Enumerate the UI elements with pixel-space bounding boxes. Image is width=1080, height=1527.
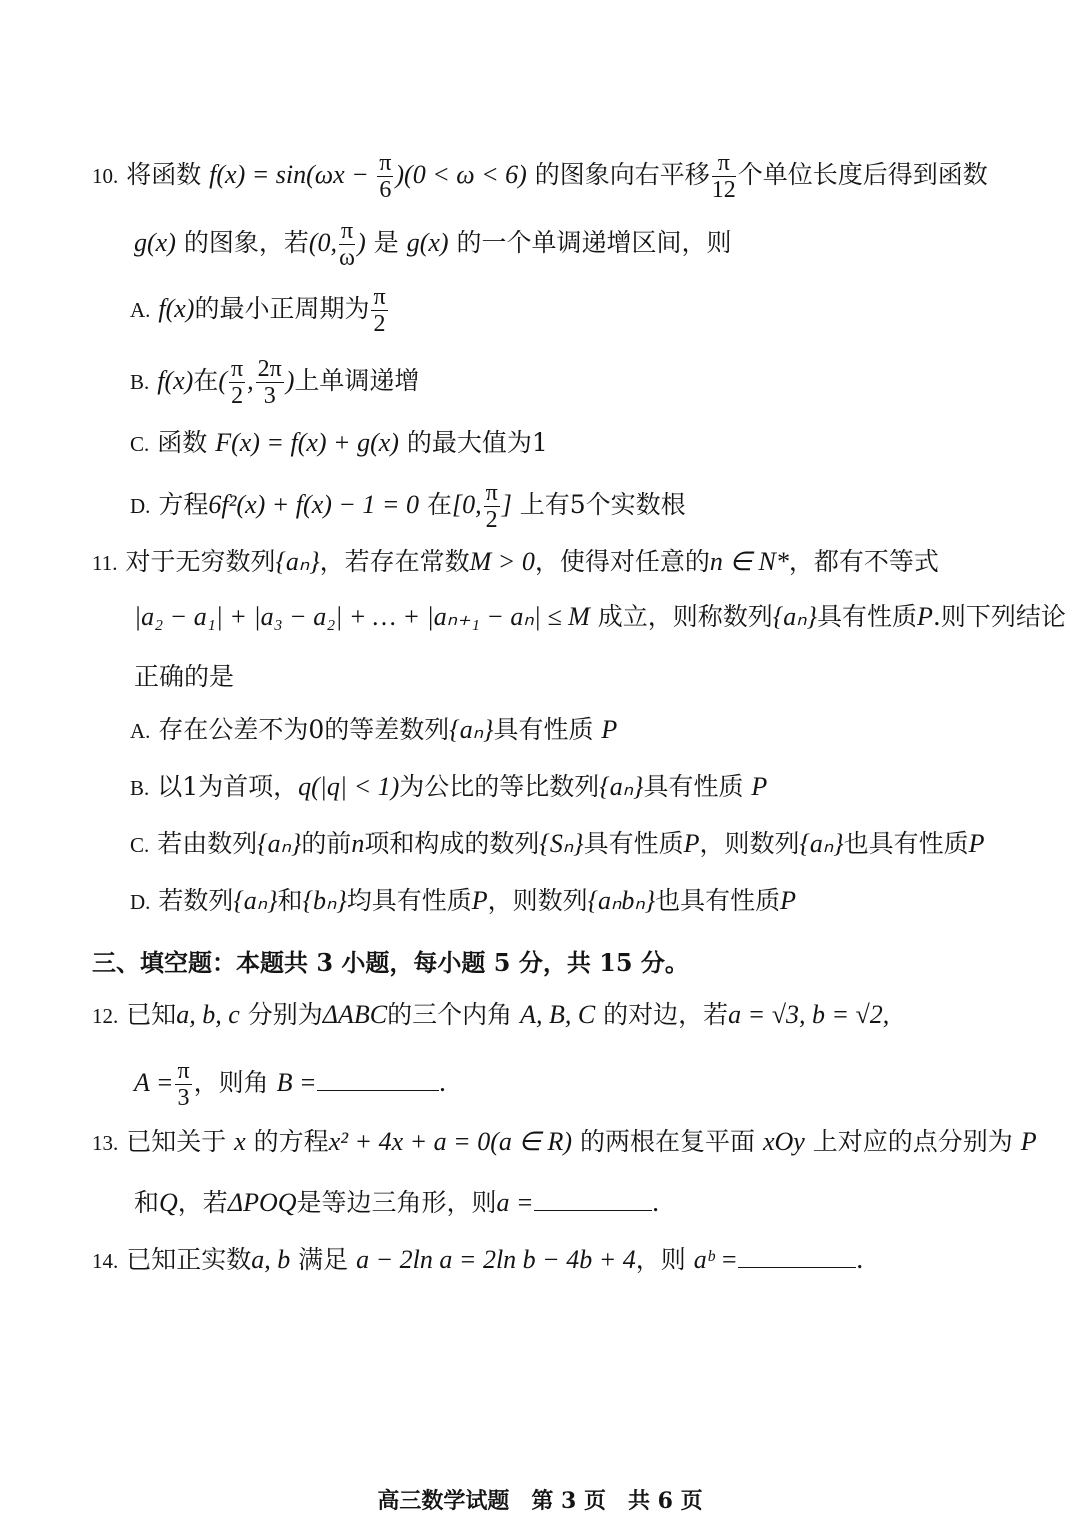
option-text-3: 上有5个实数根 [519,490,686,519]
q14-answer-label: aᵇ = [693,1245,738,1274]
section-3-heading: 三、填空题：本题共 3 小题，每小题 5 分，共 15 分。 [92,948,689,977]
answer-blank[interactable] [317,1066,439,1091]
option-frac-2: $\frac{2\pi}{3}$ [257,356,282,409]
q10-option-c [130,428,548,459]
q13-triangle: ΔPOQ [227,1188,297,1217]
option-text: 存在公差不为0的等差数列 [158,715,450,744]
q10-option-b [130,356,419,409]
q10-stem-b: 的图象向右平移 [534,160,710,189]
q13-p: P [1020,1127,1037,1156]
q10-line2-b: 的图象，若 [183,228,309,257]
option-seq-1: {aₙ} [257,829,302,858]
option-open: [0, [451,490,482,519]
option-text-5: ，则数列 [699,829,800,858]
q12-line2 [134,1058,446,1111]
option-text-5: 也具有性质 [655,886,781,915]
option-text-3: 具有性质 [643,772,744,801]
q11-text-a: 对于无穷数列 [125,547,276,576]
q14-ab: a, b [251,1245,291,1274]
q10-gx: g(x) [134,228,176,257]
q10-number: 10. [92,164,119,188]
option-seq-1: {aₙ} [233,886,278,915]
option-seq-3: {aₙbₙ} [587,886,656,915]
q11-line2 [134,602,1066,632]
option-text: 若数列 [158,886,234,915]
option-text: 的最小正周期为 [194,294,370,323]
q11-cond-n: n ∈ N* [709,547,789,576]
q11-line3 [134,662,234,692]
q10-interval-open: (0, [308,228,337,257]
q12-number: 12. [92,1004,119,1028]
q10-frac-pi-omega: $\frac{\pi}{\omega}$ [339,218,355,271]
option-math: 6f²(x) + f(x) − 1 = 0 [208,490,419,519]
q12-text-c: 的三个内角 [387,1000,513,1029]
option-frac: $\frac{\pi}{2}$ [485,480,498,533]
option-q: q(|q| < 1) [298,772,400,801]
option-p-1: P [471,886,488,915]
q10-option-d [130,480,686,533]
option-seq: {aₙ} [599,772,644,801]
option-n: n [351,829,365,858]
option-text-2: 在 [426,490,452,519]
q11-line2-b: 具有性质 [816,602,917,631]
q11-line2-a: 成立，则称数列 [597,602,773,631]
q12-line1 [92,1000,889,1031]
q10-line2-c: 是 [373,228,399,257]
q10-line2 [134,218,732,271]
option-p-2: P [780,886,797,915]
option-text-3: 项和构成的数列 [364,829,540,858]
option-label: B. [130,370,150,394]
q13-line1 [92,1127,1037,1158]
q11-line2-seq: {aₙ} [772,602,817,631]
q12-triangle: ΔABC [322,1000,388,1029]
option-text-2: 的最大值为1 [406,428,548,457]
q11-line1 [92,547,939,578]
q14-number: 14. [92,1249,119,1273]
option-text-4: ，则数列 [487,886,588,915]
q10-interval-close: ) [357,228,366,257]
q10-func-f: f(x) = sin(ωx − [209,160,376,189]
option-label: A. [130,719,151,743]
q14-text-c: ，则 [635,1245,686,1274]
q12-abc: a, b, c [176,1000,240,1029]
option-text: 在 [193,366,219,395]
option-open: ( [218,366,227,395]
q13-q: Q [159,1188,178,1217]
q12-angle-b: B = [276,1068,317,1097]
option-math: f(x) [158,294,195,323]
option-frac: $\frac{\pi}{2}$ [373,284,386,337]
option-text-2: 具有性质 [493,715,594,744]
option-p: P [751,772,768,801]
q13-equation: x² + 4x + a = 0(a ∈ R) [328,1127,573,1156]
q10-option-a [130,284,390,337]
q11-text-b: ，若存在常数 [319,547,470,576]
option-seq-3: {aₙ} [799,829,844,858]
option-label: D. [130,890,151,914]
q12-given: a = √3, b = √2, [728,1000,890,1029]
option-label: A. [130,298,151,322]
q12-angles: A, B, C [520,1000,596,1029]
q13-text-a: 已知关于 [126,1127,227,1156]
q14-text-a: 已知正实数 [126,1245,252,1274]
q14-end: . [855,1245,864,1274]
q10-frac-pi-12: $\frac{\pi}{12}$ [711,150,736,203]
option-p-2: P [968,829,985,858]
option-label: B. [130,776,150,800]
option-text: 函数 [157,428,208,457]
q10-stem-a: 将函数 [126,160,202,189]
q11-text-c: ，使得对任意的 [534,547,710,576]
q13-text-b: 的方程 [253,1127,329,1156]
q13-a-eq: a = [496,1188,534,1217]
q11-seq: {aₙ} [275,547,320,576]
q11-line2-c: .则下列结论 [932,602,1066,631]
q12-end: . [438,1068,447,1097]
q13-line2 [134,1186,660,1218]
option-text-3: 均具有性质 [346,886,472,915]
q13-text-d: 上对应的点分别为 [812,1127,1013,1156]
q11-line3-text: 正确的是 [134,662,235,691]
option-seq-2: {Sₙ} [539,829,584,858]
option-seq: {aₙ} [449,715,494,744]
q13-number: 13. [92,1131,119,1155]
q11-option-b [130,772,767,803]
q10-condition: )(0 < ω < 6) [395,160,527,189]
q14-equation: a − 2ln a = 2ln b − 4b + 4 [356,1245,636,1274]
option-text: 方程 [158,490,209,519]
option-text-2: 和 [277,886,303,915]
page-footer: 高三数学试题 第 3 页 共 6 页 [377,1488,703,1514]
q14-text-b: 满足 [298,1245,349,1274]
option-frac-1: $\frac{\pi}{2}$ [231,356,244,409]
q11-option-d [130,886,796,917]
option-text: 若由数列 [157,829,258,858]
option-text: 以1为首项， [157,772,299,801]
option-text-2: 为公比的等比数列 [399,772,600,801]
option-math: f(x) [157,366,194,395]
option-p-1: P [683,829,700,858]
q13-line2-a: 和 [134,1188,160,1217]
q11-inequality: |a₂ − a₁| + |a₃ − a₂| + … + |aₙ₊₁ − aₙ| ≤ M [134,602,590,631]
q11-option-a [130,715,617,746]
answer-blank[interactable] [534,1186,652,1211]
q10-gx-2: g(x) [406,228,449,257]
q12-frac-pi-3: $\frac{\pi}{3}$ [177,1058,190,1111]
q10-line2-e: 的一个单调递增区间，则 [456,228,732,257]
option-seq-2: {bₙ} [302,886,347,915]
option-close: ] [501,490,512,519]
q10-stem-c: 个单位长度后得到函数 [737,160,988,189]
q13-plane: xOy [762,1127,805,1156]
option-math: F(x) = f(x) + g(x) [215,428,399,457]
option-text-4: 具有性质 [583,829,684,858]
option-p: P [601,715,618,744]
q10-line1 [92,150,988,203]
q13-line2-c: 是等边三角形，则 [296,1188,497,1217]
q13-end: . [651,1188,660,1217]
q13-x: x [234,1127,246,1156]
option-label: C. [130,833,150,857]
option-comma: , [247,366,254,395]
q12-text-b: 分别为 [247,1000,323,1029]
option-label: D. [130,494,151,518]
q11-option-c [130,829,985,860]
q11-cond-m: M > 0 [469,547,535,576]
q12-line2-b: ，则角 [193,1068,269,1097]
option-text-2: 上单调递增 [294,366,420,395]
q13-line2-b: ，若 [177,1188,228,1217]
q12-angle-a: A = [134,1068,174,1097]
answer-blank[interactable] [738,1243,856,1268]
q14-line [92,1243,864,1276]
q13-text-c: 的两根在复平面 [580,1127,756,1156]
q12-text-d: 的对边，若 [603,1000,729,1029]
q11-text-d: ，都有不等式 [788,547,939,576]
option-label: C. [130,432,150,456]
q11-number: 11. [92,551,118,575]
q10-frac-pi-6: $\frac{\pi}{6}$ [379,150,392,203]
option-text-6: 也具有性质 [843,829,969,858]
option-text-2: 的前 [301,829,352,858]
option-close: ) [285,366,295,395]
q11-line2-p: P [916,602,933,631]
q12-text-a: 已知 [126,1000,177,1029]
